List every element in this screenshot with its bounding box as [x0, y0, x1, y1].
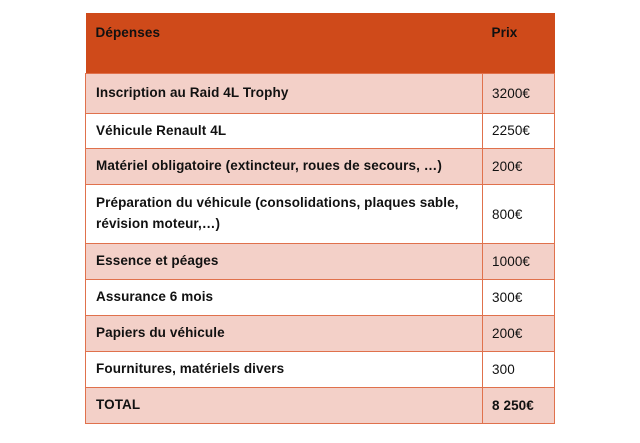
cell-expense-label: Préparation du véhicule (consolidations, plaques sable, révision moteur,…) [86, 185, 483, 244]
cell-expense-price: 300 [483, 352, 555, 388]
table-header-row [86, 13, 555, 73]
table-row [86, 113, 555, 149]
cell-expense-label: TOTAL [86, 388, 483, 424]
table-row [86, 73, 555, 113]
budget-table-container [85, 13, 554, 420]
expenses-table [85, 13, 555, 424]
cell-expense-price: 200€ [483, 316, 555, 352]
cell-expense-price: 3200€ [483, 73, 555, 113]
cell-expense-price: 300€ [483, 280, 555, 316]
table-row [86, 244, 555, 280]
cell-expense-label: Véhicule Renault 4L [86, 113, 483, 149]
cell-expense-price: 2250€ [483, 113, 555, 149]
table-row [86, 352, 555, 388]
table-row-total [86, 388, 555, 424]
table-row [86, 185, 555, 244]
cell-expense-price: 800€ [483, 185, 555, 244]
cell-expense-price: 1000€ [483, 244, 555, 280]
cell-expense-label: Matériel obligatoire (extincteur, roues de secours, …) [86, 149, 483, 185]
table-row [86, 316, 555, 352]
cell-expense-label: Essence et péages [86, 244, 483, 280]
cell-expense-label: Fournitures, matériels divers [86, 352, 483, 388]
cell-expense-label: Papiers du véhicule [86, 316, 483, 352]
cell-expense-price: 8 250€ [483, 388, 555, 424]
column-header-prix: Prix [483, 13, 555, 73]
cell-expense-label: Assurance 6 mois [86, 280, 483, 316]
table-header [86, 13, 555, 73]
column-header-depenses: Dépenses [86, 13, 483, 73]
table-body [86, 73, 555, 423]
cell-expense-label: Inscription au Raid 4L Trophy [86, 73, 483, 113]
table-row [86, 149, 555, 185]
table-row [86, 280, 555, 316]
cell-expense-price: 200€ [483, 149, 555, 185]
